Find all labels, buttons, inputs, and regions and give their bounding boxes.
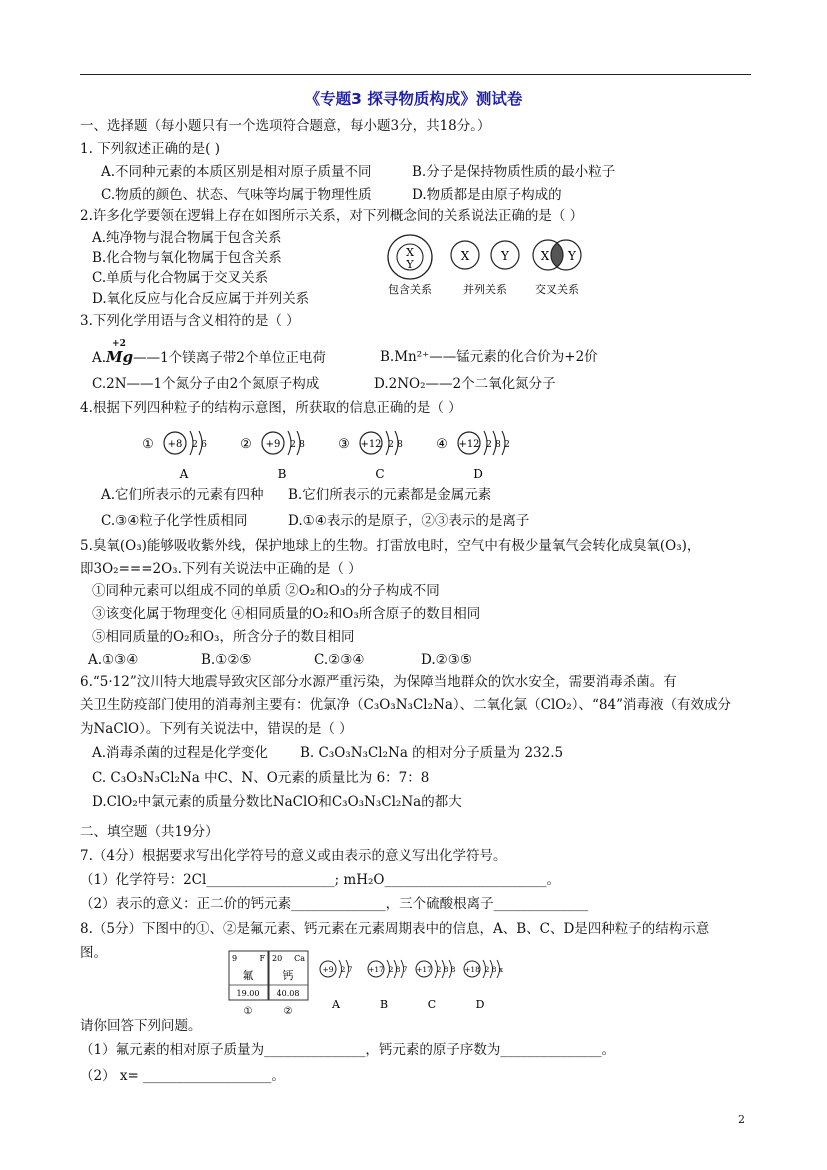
particle-letter: B (379, 998, 389, 1011)
diagram-letter: D (473, 467, 483, 481)
shell-electron-count: 7 (347, 965, 353, 974)
q5-stem: 5.臭氧(O₃)能够吸收紫外线，保护地球上的生物。打雷放电时，空气中有极少量氧气会转化成臭氧(O₃)， (80, 538, 701, 554)
mg-valence-symbol (106, 339, 134, 366)
structure-diagram-d (436, 431, 510, 481)
q5-statements-1: ①同种元素可以组成不同的单质 ②O₂和O₃的分子构成不同 (92, 583, 440, 599)
shell-electron-count: 2 (484, 965, 490, 974)
set-x-label: X (540, 249, 550, 263)
nucleus-charge: +12 (458, 439, 480, 450)
q6-stem-2: 关卫生防疫部门使用的消毒剂主要有：优氯净（C₃O₃N₃Cl₂Na）、二氧化氯（ClO₂）、“84”消毒液（有效成分 (80, 697, 731, 713)
cell-tag: ② (283, 1006, 293, 1017)
element-symbol: F (259, 954, 265, 963)
set-relations-figure (380, 230, 595, 300)
relation-label-cross: 交叉关系 (535, 283, 579, 296)
relation-label-contain: 包含关系 (388, 283, 432, 296)
element-symbol: Ca (294, 954, 305, 963)
atomic-number: 20 (272, 954, 283, 963)
q4-option-c: C.③④粒子化学性质相同 (101, 513, 248, 529)
q5-option-a: A.①③④ (88, 652, 139, 668)
q2-option-b: B.化合物与氧化物属于包含关系 (92, 250, 282, 266)
q2-option-a: A.纯净物与混合物属于包含关系 (92, 230, 282, 246)
atomic-number: 9 (232, 954, 238, 963)
atomic-mass: 40.08 (276, 989, 300, 998)
shell-electron-count: 8 (491, 965, 497, 974)
header-rule (80, 74, 751, 75)
parallel-diagram (451, 241, 519, 269)
q2-option-d: D.氧化反应与化合反应属于并列关系 (92, 291, 310, 307)
shell-electron-count: 2 (486, 440, 492, 450)
q2-stem: 2.许多化学要领在逻辑上存在如图所示关系，对下列概念间的关系说法正确的是（ ） (80, 208, 584, 224)
q4-structure-figure (140, 425, 530, 485)
q4-option-d: D.①④表示的是原子，②③表示的是离子 (288, 513, 530, 529)
particle-diagram-a (320, 960, 353, 1011)
shell-electron-count: 2 (388, 440, 394, 450)
nucleus-charge: +18 (464, 965, 480, 974)
q6-option-c: C. C₃O₃N₃Cl₂Na 中C、N、O元素的质量比为 6：7：8 (92, 770, 430, 786)
valence-mark: +2 (112, 339, 126, 349)
set-y-label: Y (501, 249, 509, 263)
q6-option-d: D.ClO₂中氯元素的质量分数比NaClO和C₃O₃N₃Cl₂Na的都大 (92, 794, 462, 810)
q8-figure (228, 950, 513, 1022)
cell-tag: ① (243, 1006, 253, 1017)
shell-electron-count: 7 (402, 965, 408, 974)
page-title: 《专题3 探寻物质构成》测试卷 (304, 90, 523, 108)
intersection-diagram (533, 240, 581, 270)
shell-electron-count: 8 (495, 440, 501, 450)
q3-option-d: D.2NO₂——2个二氧化氮分子 (374, 376, 556, 392)
q1-option-a: A.不同种元素的本质区别是相对原子质量不同 (101, 164, 372, 180)
particle-diagram-b (368, 960, 408, 1011)
relation-label-parallel: 并列关系 (463, 283, 507, 296)
diagram-number: ① (142, 437, 154, 452)
particle-letter: C (427, 998, 437, 1011)
q1-stem: 1. 下列叙述正确的是( ) (80, 141, 220, 157)
q3-option-c: C.2N——1个氮分子由2个氮原子构成 (92, 376, 320, 392)
q5-statements-3: ⑤相同质量的O₂和O₃，所含分子的数目相同 (92, 629, 355, 645)
nucleus-charge: +9 (322, 965, 334, 974)
q1-option-c: C.物质的颜色、状态、气味等均属于物理性质 (101, 187, 372, 203)
periodic-cell-2 (269, 951, 308, 1017)
q4-option-a: A.它们所表示的元素有四种 (101, 487, 264, 503)
atomic-mass: 19.00 (236, 989, 260, 998)
q8-stem: 8.（5分）下图中的①、②是氟元素、钙元素在元素周期表中的信息，A、B、C、D是四种粒子的结构示意 (80, 921, 710, 937)
q3-option-a-prefix: A. (92, 350, 107, 366)
section-1-heading: 一、选择题（每小题只有一个选项符合题意，每小题3分，共18分。） (80, 118, 491, 134)
mg-symbol: Mg (106, 348, 134, 366)
q5-option-b: B.①②⑤ (201, 652, 252, 668)
shell-electron-count: 8 (395, 965, 401, 974)
shell-electron-count: 2 (192, 440, 198, 450)
q5-statements-2: ③该变化属于物理变化 ④相同质量的O₂和O₃所含原子的数目相同 (92, 606, 481, 622)
diagram-letter: B (277, 467, 287, 481)
q6-stem: 6.“5·12”汶川特大地震导致灾区部分水源严重污染，为保障当地群众的饮水安全，需要消毒杀菌。有 (80, 674, 677, 690)
containment-diagram (388, 235, 432, 279)
q6-stem-3: 为NaClO）。下列有关说法中，错误的是（ ） (80, 721, 353, 737)
element-name: 氟 (242, 969, 254, 982)
diagram-letter: A (179, 467, 189, 481)
q8-part-1: （1）氟元素的相对原子质量为_______________，钙元素的原子序数为_______________。 (80, 1042, 616, 1058)
q1-option-d: D.物质都是由原子构成的 (412, 187, 562, 203)
diagram-number: ② (240, 437, 252, 452)
shell-electron-count: 8 (450, 965, 456, 974)
q8-part-2: （2） x= ___________________。 (80, 1068, 285, 1084)
structure-diagram-a (142, 431, 207, 481)
particle-diagram-d (464, 960, 504, 1011)
shell-electron-count: 2 (340, 965, 346, 974)
nucleus-charge: +17 (416, 965, 432, 974)
q3-option-a (92, 339, 326, 367)
diagram-number: ③ (338, 437, 350, 452)
set-y-label: Y (568, 249, 576, 263)
nucleus-charge: +12 (360, 439, 382, 450)
diagram-letter: C (375, 467, 385, 481)
shell-electron-count: 2 (504, 440, 510, 450)
shell-electron-count: 2 (436, 965, 442, 974)
particle-letter: D (475, 998, 485, 1011)
shell-electron-count: 2 (290, 440, 296, 450)
shell-electron-count: 8 (443, 965, 449, 974)
element-name: 钙 (282, 969, 294, 982)
q3-stem: 3.下列化学用语与含义相符的是（ ） (80, 313, 300, 329)
q5-option-c: C.②③④ (314, 652, 365, 668)
q8-stem-2: 图。 (80, 945, 107, 961)
shell-electron-count: x (498, 965, 504, 974)
shell-electron-count: 8 (397, 440, 403, 450)
shell-electron-count: 2 (388, 965, 394, 974)
particle-diagram-c (416, 960, 456, 1011)
section-2-heading: 二、填空题（共19分） (80, 824, 219, 840)
nucleus-charge: +9 (265, 439, 281, 450)
q7-part-1: （1）化学符号：2Cl___________________; mH₂O________________________。 (80, 872, 560, 888)
set-y-label: Y (406, 258, 414, 271)
nucleus-charge: +17 (368, 965, 384, 974)
set-x-label: X (460, 249, 470, 263)
particle-letter: A (332, 998, 340, 1011)
q5-stem-2: 即3O₂===2O₃.下列有关说法中正确的是（ ） (80, 561, 362, 577)
page-number: 2 (738, 1113, 745, 1126)
shell-electron-count: 8 (299, 440, 305, 450)
q3-option-a-meaning: ——1个镁离子带2个单位正电荷 (133, 350, 326, 366)
q2-option-c: C.单质与化合物属于交叉关系 (92, 270, 269, 286)
q3-option-b: B.Mn²⁺——锰元素的化合价为+2价 (380, 349, 598, 365)
q8-prompt: 请你回答下列问题。 (80, 1018, 202, 1034)
q1-option-b: B.分子是保持物质性质的最小粒子 (412, 164, 616, 180)
nucleus-charge: +8 (167, 439, 183, 450)
diagram-number: ④ (436, 437, 448, 452)
q6-option-b: B. C₃O₃N₃Cl₂Na 的相对分子质量为 232.5 (300, 745, 564, 761)
structure-diagram-c (338, 431, 403, 481)
shell-electron-count: 6 (201, 440, 207, 450)
set-x-label: X (406, 246, 414, 259)
q4-option-b: B.它们所表示的元素都是金属元素 (288, 487, 492, 503)
periodic-cell-1 (229, 951, 268, 1017)
structure-diagram-b (240, 431, 305, 481)
q7-part-2: （2）表示的意义：正二价的钙元素______________，三个硫酸根离子______________ (80, 896, 589, 912)
q6-option-a: A.消毒杀菌的过程是化学变化 (92, 745, 269, 761)
q4-stem: 4.根据下列四种粒子的结构示意图，所获取的信息正确的是（ ） (80, 400, 462, 416)
q5-option-d: D.②③⑤ (421, 652, 472, 668)
q7-stem: 7.（4分）根据要求写出化学符号的意义或由表示的意义写出化学符号。 (80, 848, 507, 864)
